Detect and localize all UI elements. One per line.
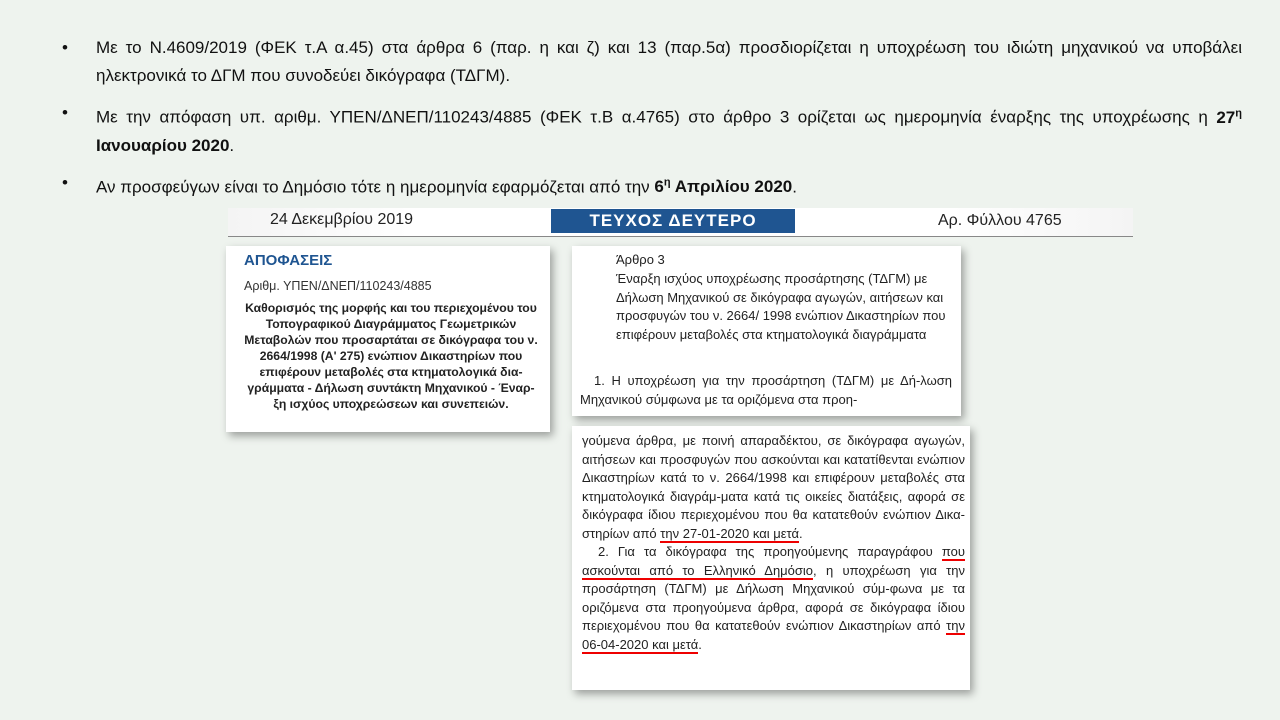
bullet-decision: • Με την απόφαση υπ. αριθμ. ΥΠΕΝ/ΔΝΕΠ/110243/4885 (ΦΕΚ τ.Β α.4765) στο άρθρο 3 ορίζεται ως ημερομηνία έναρξης της υποχρέωσης η $27^\eta$ Ιανουαρίου 2020. [62,99,1242,160]
highlight-date-1: την 27-01-2020 και μετά [660,525,799,541]
bullet-text: Με την απόφαση υπ. αριθμ. ΥΠΕΝ/ΔΝΕΠ/110243/4885 (ΦΕΚ τ.Β α.4765) στο άρθρο 3 ορίζεται ως ημερομηνία έναρξης της υποχρέωσης η [96,107,1217,127]
bullet-date: $6^\eta$ Απριλίου 2020 [654,176,793,197]
highlight-date-2: την 06-04-2020 και μετά [582,618,965,652]
article-paragraph-2: 2. Για τα δικόγραφα της προηγούμενης παραγράφου που ασκούνται από το Ελληνικό Δημόσιο, η υποχρέωση για την προσάρτηση (ΤΔΓΜ) με Δήλωση Μηχανικού σύμ-φωνα με τα οριζόμενα στα προηγούμενα άρθρα, αφορά σε δικόγραφα ίδιου περιεχομένου που θα κατατεθούν ενώπιον Δικαστηρίων από την 06-04-2020 και μετά. [582,544,965,652]
article-title: Έναρξη ισχύος υποχρέωσης προσάρτησης (ΤΔΓΜ) με Δήλωση Μηχανικού σε δικόγραφα αγωγών, αιτήσεων και προσφυγών του ν. 2664/ 1998 ενώπιον Δικαστηρίων που επιφέρουν μεταβολές στα κτηματολογικά διαγράμματα [616,271,946,342]
bullet-date: $27^\eta$ Ιανουαρίου 2020 [96,107,1242,155]
decision-card [226,246,550,432]
article-label: Άρθρο 3 [616,252,665,267]
highlight-public-sector: που ασκούνται από το Ελληνικό Δημόσιο [582,544,965,578]
gazette-banner [228,208,1133,237]
gazette-issue: ΤΕΥΧΟΣ ΔΕΥΤΕΡΟ [551,209,795,233]
article-card [572,246,961,416]
gazette-sheet-number: Αρ. Φύλλου 4765 [938,212,1062,229]
article-paragraph-1-start: 1. Η υποχρέωση για την προσάρτηση (ΤΔΓΜ) με Δή-λωση Μηχανικού σύμφωνα με τα οριζόμενα στα προη- [580,373,952,407]
bullet-list [62,34,1242,210]
article-continuation-card [572,426,970,690]
decision-heading: ΑΠΟΦΑΣΕΙΣ [244,252,333,269]
bullet-text: Με το Ν.4609/2019 (ΦΕΚ τ.Α α.45) στα άρθρα 6 (παρ. η και ζ) και 13 (παρ.5α) προσδιορίζεται η υποχρέωση του ιδιώτη μηχανικού να υποβάλει ηλεκτρονικά το ΔΓΜ που συνοδεύει δικόγραφα (ΤΔΓΜ). [96,38,1242,85]
bullet-dot-icon: • [62,172,68,192]
decision-description: Καθορισμός της μορφής και του περιεχομένου του Τοπογραφικού Διαγράμματος Γεωμετρικών Μεταβολών που προσαρτάται σε δικόγραφα του ν. 2664/1998 (Α' 275) ενώπιον Δικαστηρίων που επιφέρουν μεταβολές στα κτηματολογικά δια-γράμματα - Δήλωση συντάκτη Μηχανικού - Έναρ-ξη ισχύος υποχρεώσεων και συνεπειών. [244,301,538,411]
bullet-public: • Αν προσφεύγων είναι το Δημόσιο τότε η ημερομηνία εφαρμόζεται από την $6^\eta$ Απριλίου 2020. [62,169,1242,202]
article-continuation-text [582,432,965,654]
bullet-dot-icon: • [62,103,68,122]
article-paragraph-1-cont: γούμενα άρθρα, με ποινή απαραδέκτου, σε δικόγραφα αγωγών, αιτήσεων και προσφυγών που ασκούνται και κατατίθενται ενώπιον Δικαστηρίων κατά το ν. 2664/1998 και επιφέρουν μεταβολές στα κτηματολογικά διαγράμ-ματα κατά τις οικείες διατάξεις, αφορά σε δικόγραφα ίδιου περιεχομένου που θα κατατεθούν ενώπιον Δικα-στηρίων από την 27-01-2020 και μετά. [582,433,965,541]
gazette-date: 24 Δεκεμβρίου 2019 [270,211,414,228]
decision-reference: Αριθμ. ΥΠΕΝ/ΔΝΕΠ/110243/4885 [244,279,432,293]
bullet-text: Αν προσφεύγων είναι το Δημόσιο τότε η ημερομηνία εφαρμόζεται από την [96,177,655,197]
bullet-dot-icon: • [62,38,68,57]
bullet-law [62,34,1242,90]
